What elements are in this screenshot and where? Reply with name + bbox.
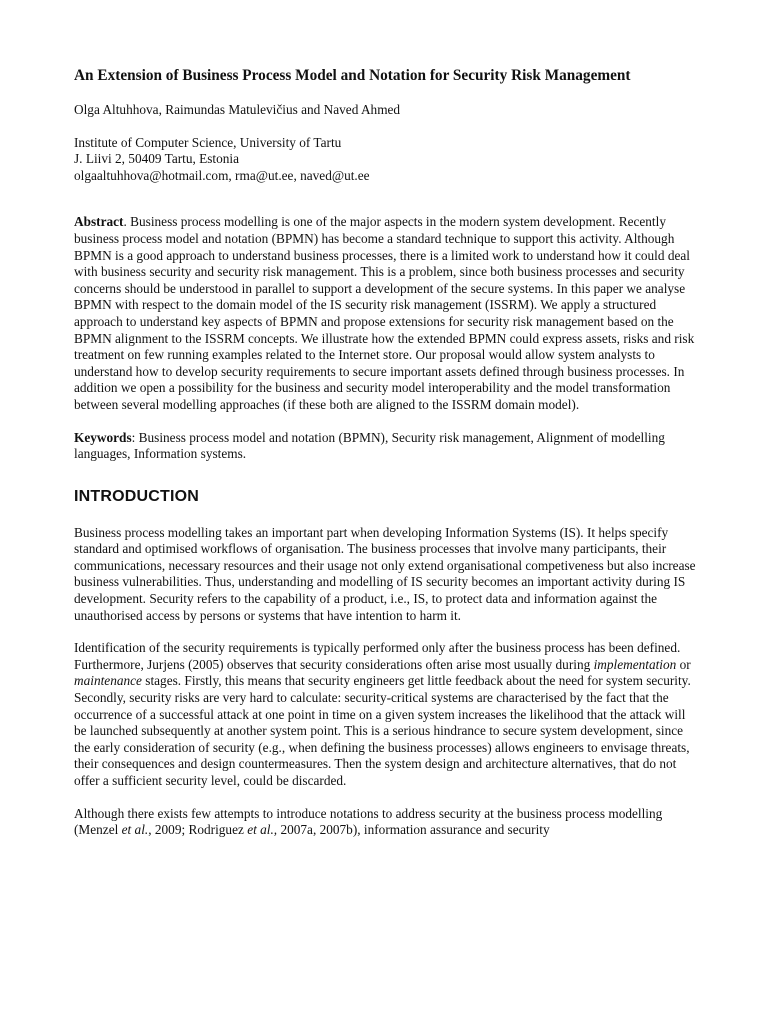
intro-p2-emphasis-1: implementation — [593, 656, 677, 672]
abstract-paragraph — [74, 214, 696, 413]
intro-p2-text-c: stages. Firstly, this means that security engineers get little feedback about the need for system security. Secondly, security risks are very hard to calculate: security-critical systems are characterised by the fact that the occurrence of a successful attack at one point in time on a given system increases the likelihood that the attack will be launched subsequently at another system point. This is a serious hindrance to secure system development, since the early consideration of security (e.g., when defining the business processes) allows engineers to envisage threats, their consequences and design countermeasures. Then the system design and architecture alternatives, that do not offer a sufficient security level, could be discarded. — [74, 673, 691, 788]
paper-page — [74, 66, 696, 855]
intro-paragraph-1: Business process modelling takes an important part when developing Information Systems (IS). It helps specify standard and optimised workflows of organisation. The business processes that involve many participants, their communications, necessary resources and their usage not only extend organisational competiveness but also increase business vulnerabilities. Thus, understanding and modelling of IS security becomes an important activity during IS development. Security refers to the capability of a product, i.e., IS, to protect data and information against the unauthorised access by persons or systems that have intention to harm it. — [74, 524, 696, 623]
intro-p2-text-a: Identification of the security requirements is typically performed only after the business process has been defined. Furthermore, Jurjens (2005) observes that security considerations often arise most usually during — [74, 640, 681, 672]
intro-p3-emphasis-2: et al., — [247, 822, 278, 838]
affiliation-block — [74, 135, 696, 185]
intro-p3-text-c: 2007a, 2007b), information assurance and security — [277, 822, 550, 838]
author-list: Olga Altuhhova, Raimundas Matulevičius and Naved Ahmed — [74, 102, 401, 117]
address-line: J. Liivi 2, 50409 Tartu, Estonia — [74, 151, 240, 167]
intro-p3-text-b: , 2009; Rodriguez — [148, 822, 248, 838]
email-line: olgaaltuhhova@hotmail.com, rma@ut.ee, naved@ut.ee — [74, 167, 370, 183]
intro-p3-emphasis-1: et al. — [121, 822, 149, 838]
keywords-paragraph — [74, 430, 696, 463]
institute-line: Institute of Computer Science, University of Tartu — [74, 134, 342, 150]
intro-p2-text-b: or — [676, 656, 691, 672]
intro-p3-text-a: Although there exists few attempts to introduce notations to address security at the business process modelling (Menzel — [74, 805, 663, 838]
intro-paragraph-2 — [74, 640, 696, 789]
section-heading: INTRODUCTION — [74, 487, 200, 505]
keywords-label: Keywords — [74, 429, 132, 445]
paper-title: An Extension of Business Process Model and Notation for Security Risk Management — [74, 67, 631, 84]
intro-p2-emphasis-2: maintenance — [74, 673, 142, 689]
keywords-text: : Business process model and notation (BPMN), Security risk management, Alignment of modelling languages, Information systems. — [74, 429, 665, 462]
abstract-label: Abstract — [74, 214, 124, 230]
intro-paragraph-3 — [74, 806, 696, 839]
abstract-text: . Business process modelling is one of the major aspects in the modern system development. Recently business process model and notation (BPMN) has become a standard technique to support this activity. Although BPMN is a good approach to understand business processes, there is a limited work to understand how it could deal with business security and security risk management. This is a problem, since both business processes and security concerns should be understood in parallel to support a development of the secure systems. In this paper we analyse BPMN with respect to the domain model of the IS security risk management (ISSRM). We apply a structured approach to understand key aspects of BPMN and propose extensions for security risk management based on the BPMN alignment to the ISSRM concepts. We illustrate how the extended BPMN could express assets, risks and risk treatment on few running examples related to the Internet store. Our proposal would allow system analysts to understand how to develop security requirements to secure important assets defined through business processes. In addition we open a possibility for the business and security model interoperability and the model transformation between several modelling approaches (if these both are aligned to the ISSRM domain model). — [74, 214, 695, 412]
